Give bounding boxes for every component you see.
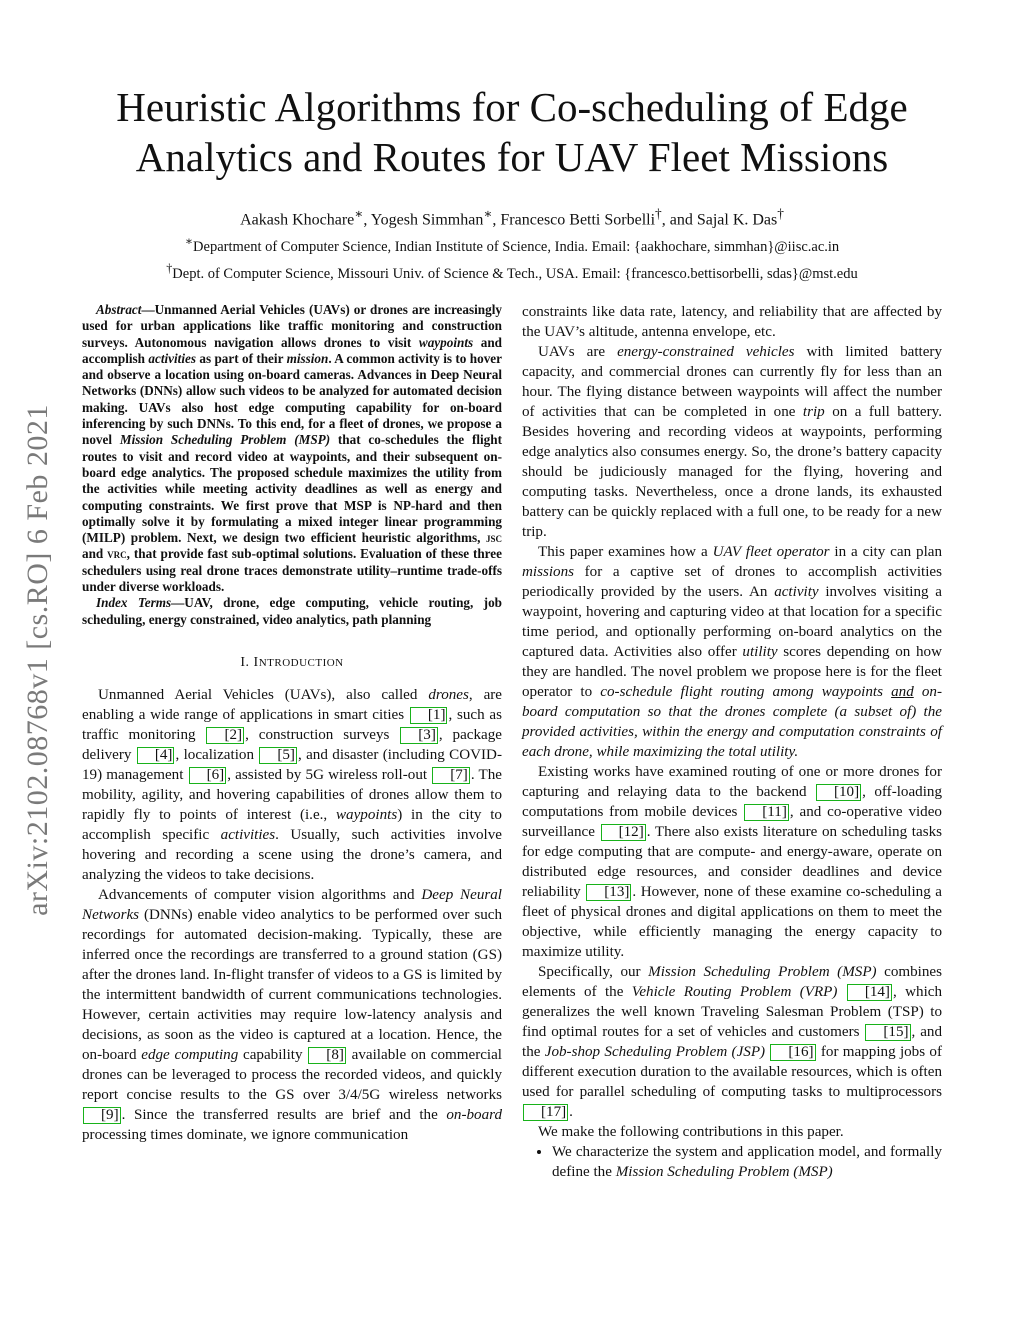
abstract-label: Abstract <box>96 302 142 317</box>
citation-link[interactable]: [2] <box>206 727 244 744</box>
citation-link[interactable]: [15] <box>865 1024 910 1041</box>
citation-link[interactable]: [11] <box>744 804 789 821</box>
intro-paragraph-5: Existing works have examined routing of one or more drones for capturing and relaying data to the backend [10] , off-loading computations from mobile devices [11] , and co-operative video surveillance [12] . There also exists literature on scheduling tasks for edge computing that are compute- and energy-aware, operate on distributed edge resources, and consider deadlines and device reliability [13] . However, none of these examine co-scheduling a fleet of physical drones and digital applications on them to meet the objective, while efficiently managing the energy capacity to maximize utility. <box>522 764 942 960</box>
author-name: and Sajal K. Das <box>669 211 778 229</box>
citation-link[interactable]: [5] <box>259 747 297 764</box>
author-block <box>80 203 944 285</box>
title-line-1: Heuristic Algorithms for Co-scheduling of Edge <box>116 84 908 130</box>
index-terms: Index Terms—UAV, drone, edge computing, vehicle routing, job scheduling, energy constrained, video analytics, path planning <box>82 595 502 627</box>
paper-title <box>80 82 944 182</box>
citation-link[interactable]: [14] <box>847 984 892 1001</box>
citation-link[interactable]: [17] <box>523 1104 568 1121</box>
citation-link[interactable]: [9] <box>83 1107 121 1124</box>
arxiv-watermark <box>18 360 58 960</box>
intro-paragraph-4: This paper examines how a UAV fleet operator in a city can plan missions for a captive set of drones to accomplish activities periodically provided by the users. An activity involves visiting a waypoint, hovering and capturing video at that location for a specific time period, and optionally performing on-board analytics on the captured data. Activities also offer utility scores depending on how they are handled. The novel problem we propose here is for the fleet operator to co-schedule flight routing among waypoints and on-board computation so that the drones complete (a subset of) the provided activities, within the energy and computation constraints of each drone, while maximizing the total utility. <box>522 544 943 760</box>
intro-paragraph-3: UAVs are energy-constrained vehicles with limited battery capacity, and commercial drones can currently fly for less than an hour. The flying distance between waypoints will affect the number of activities that can be completed in one trip on a full battery. Besides hovering and recording videos at waypoints, performing edge analytics also consumes energy. So, the drone’s battery capacity should be judiciously managed for the flying, hovering and computing tasks. Nevertheless, once a drone lands, its exhausted battery can be quickly replaced with a full one, to be ready for a new trip. <box>522 344 942 540</box>
contributions-intro: We make the following contributions in this paper. <box>538 1124 844 1140</box>
citation-link[interactable]: [13] <box>586 884 631 901</box>
affiliation-iisc: ∗Department of Computer Science, Indian Institute of Science, India. Email: {aakhochare, simmhan}@iisc.ac.in <box>184 234 840 256</box>
intro-paragraph-1: Unmanned Aerial Vehicles (UAVs), also called drones, are enabling a wide range of applications in smart cities [1] , such as traffic monitoring [2] , construction surveys [3] , package delivery [4] , localization [5] , and disaster (including COVID-19) management [6] , assisted by 5G wireless roll-out [7] . The mobility, agility, and hovering capabilities of drones allow them to rapidly fly to points of interest (i.e., waypoints) in the city to accomplish specific activities. Usually, such activities involve hovering and recording a scene using the drone’s camera, and analyzing the videos to take decisions. <box>82 686 503 883</box>
citation-link[interactable]: [8] <box>308 1047 346 1064</box>
section-heading: I. Introduction <box>240 653 344 670</box>
arxiv-id: arXiv:2102.08768v1 [cs.RO] 6 Feb 2021 <box>21 404 54 916</box>
citation-link[interactable]: [16] <box>770 1044 815 1061</box>
index-terms-label: Index Terms <box>96 595 172 611</box>
author-name: Francesco Betti Sorbelli <box>500 211 656 229</box>
author-name: Aakash Khochare <box>240 211 355 229</box>
list-item: • We characterize the system and application model, and formally define the Mission Scheduling Problem (MSP) <box>552 1142 942 1182</box>
citation-link[interactable]: [7] <box>432 767 470 784</box>
citation-link[interactable]: [3] <box>400 727 438 744</box>
right-column <box>522 302 942 1182</box>
left-column <box>82 302 502 1145</box>
intro-paragraph-6: Specifically, our Mission Scheduling Problem (MSP) combines elements of the Vehicle Routing Problem (VRP) [14] , which generalizes the well known Traveling Salesman Problem (TSP) to find optimal routes for a set of vehicles and customers [15] , and the Job-shop Scheduling Problem (JSP) [16] for mapping jobs of different execution duration to the available resources, which is often used for parallel scheduling of computing tasks to multiprocessors [17] . <box>522 964 943 1120</box>
abstract: Abstract—Unmanned Aerial Vehicles (UAVs) or drones are increasingly used for urban applications like traffic monitoring and construction surveys. Autonomous navigation allows drones to visit waypoints and accomplish activities as part of their mission. A common activity is to hover and observe a location using on-board cameras. Advances in Deep Neural Networks (DNNs) allow such videos to be analyzed for automated decision making. UAVs also host edge computing capability for on-board inferencing by such DNNs. To this end, for a fleet of drones, we propose a novel Mission Scheduling Problem (MSP) that co-schedules the flight routes to visit and record video at waypoints, and their subsequent on-board edge analytics. The proposed schedule maximizes the utility from the activities while meeting activity deadlines as well as energy and computing constraints. We first prove that MSP is NP-hard and then optimally solve it by formulating a mixed integer linear programming (MILP) problem. Next, we design two efficient heuristic algorithms, jsc and vrc, that provide fast sub-optimal solutions. Evaluation of these three schedulers using real drone traces demonstrate utility–runtime trade-offs under diverse workloads. <box>82 302 503 595</box>
citation-link[interactable]: [12] <box>601 824 646 841</box>
citation-link[interactable]: [4] <box>137 747 175 764</box>
citation-link[interactable]: [6] <box>189 767 227 784</box>
title-line-2: Analytics and Routes for UAV Fleet Missions <box>135 134 889 180</box>
intro-paragraph-2: Advancements of computer vision algorithms and Deep Neural Networks (DNNs) enable video analytics to be performed over such recordings for automated decision-making. Typically, these are inferred once the recordings are transferred to a ground station (GS) after the drones land. In-flight transfer of videos to a GS is limited by the intermittent bandwidth of current communications technologies. However, certain activities may require low-latency analysis and decisions, as soon as the video is captured at a location. Hence, the on-board edge computing capability [8] available on commercial drones can be leveraged to process the recorded videos, and quickly report concise results to the GS over 3/4/5G wireless networks [9] . Since the transferred results are brief and the on-board processing times dominate, we ignore communication <box>82 886 503 1143</box>
affiliation-mst: †Dept. of Computer Science, Missouri Univ. of Science & Tech., USA. Email: {francesco.bettisorbelli, sdas}@mst.edu <box>166 261 858 282</box>
citation-link[interactable]: [10] <box>816 784 861 801</box>
contributions-list <box>522 1142 942 1182</box>
continued-paragraph: constraints like data rate, latency, and reliability that are affected by the UAV’s altitude, antenna envelope, etc. <box>522 304 942 340</box>
author-list: Aakash Khochare∗, Yogesh Simmhan∗, Francesco Betti Sorbelli†, and Sajal K. Das† <box>240 206 784 229</box>
author-name: Yogesh Simmhan <box>370 211 484 229</box>
citation-link[interactable]: [1] <box>410 707 448 724</box>
